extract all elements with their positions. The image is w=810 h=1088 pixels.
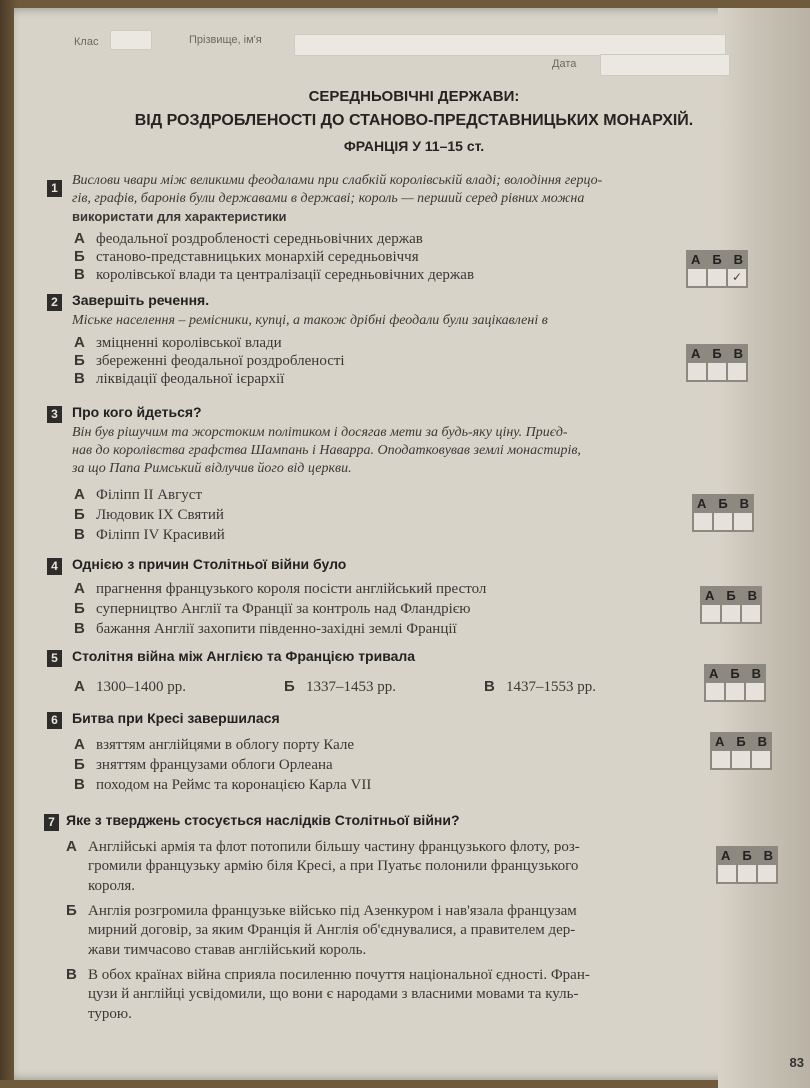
option-b[interactable] — [284, 678, 396, 696]
option-text: збереженні феодальної роздробленості — [96, 353, 345, 369]
option-a[interactable] — [74, 678, 186, 696]
option-text: Філіпп II Август — [96, 487, 202, 503]
grid-label-b: Б — [712, 346, 722, 361]
option-b-cont-1: мирний договір, за яким Франція й Англія об'єднувалися, а правителем дер- — [88, 922, 576, 938]
grid-label-b: Б — [718, 496, 728, 511]
question-number: 6 — [47, 712, 62, 729]
option-text: ліквідації феодальної ієрархії — [96, 371, 285, 387]
option-a[interactable] — [74, 230, 423, 248]
option-letter: А — [74, 230, 85, 247]
answer-cell-a[interactable] — [702, 605, 720, 622]
option-text: зміцненні королівської влади — [96, 335, 282, 351]
option-b[interactable] — [74, 756, 333, 774]
option-a[interactable] — [66, 838, 580, 856]
option-letter: Б — [66, 902, 77, 919]
option-letter: А — [74, 678, 85, 695]
option-b-cont-2: жави тимчасово ставав англійський король. — [88, 942, 367, 958]
answer-cell-a[interactable] — [694, 513, 712, 530]
answer-grid — [686, 344, 748, 382]
option-v[interactable] — [74, 620, 457, 638]
question-number: 5 — [47, 650, 62, 667]
option-a-cont-1: громили французьку армію біля Кресі, а при Пуатьє полонили французького — [88, 858, 579, 874]
option-text: Філіпп IV Красивий — [96, 527, 225, 543]
option-b[interactable] — [74, 352, 345, 370]
question-number: 3 — [47, 406, 62, 423]
option-letter: А — [74, 580, 85, 597]
option-a[interactable] — [74, 736, 354, 754]
option-b[interactable] — [74, 248, 419, 266]
question-stem: Битва при Кресі завершилася — [72, 710, 280, 726]
question-stem: Яке з тверджень стосується наслідків Столітньої війни? — [66, 812, 460, 828]
class-field[interactable] — [110, 30, 152, 50]
answer-cell-v[interactable] — [742, 605, 760, 622]
option-text: королівської влади та централізації середньовічних держав — [96, 267, 475, 283]
question-stem: Столітня війна між Англією та Францією тривала — [72, 648, 416, 664]
question-text-line-2: нав до королівства графства Шампань і Наварра. Оподатковував землі монастирів, — [72, 443, 581, 458]
option-text: 1437–1553 рр. — [506, 679, 596, 695]
question-number: 1 — [47, 180, 62, 197]
option-v[interactable] — [484, 678, 596, 696]
grid-label-b: Б — [742, 848, 752, 863]
option-letter: В — [74, 620, 85, 637]
answer-cell-b[interactable] — [726, 683, 744, 700]
answer-cell-v[interactable] — [734, 513, 752, 530]
option-a[interactable] — [74, 580, 486, 598]
option-text: станово-представницьких монархій середньовіччя — [96, 249, 419, 265]
option-b[interactable] — [66, 902, 577, 920]
answer-grid — [704, 664, 766, 702]
answer-cell-v[interactable] — [746, 683, 764, 700]
grid-label-b: Б — [726, 588, 736, 603]
option-letter: В — [66, 966, 77, 983]
question-number: 7 — [44, 814, 59, 831]
class-label: Клас — [74, 36, 99, 48]
grid-label-b: Б — [730, 666, 740, 681]
option-text: В обох країнах війна сприяла посиленню почуття національної єдності. Фран- — [88, 967, 590, 983]
question-1-line-2: гів, графів, баронів були державами в державі; король — перший серед рівних можна — [72, 191, 585, 206]
date-field[interactable] — [600, 54, 730, 76]
answer-cell-a[interactable] — [688, 363, 706, 380]
question-prompt: Міське населення – ремісники, купці, а також дрібні феодали були зацікавлені в — [72, 313, 548, 328]
worksheet-page — [14, 8, 810, 1080]
answer-cell-v[interactable] — [752, 751, 770, 768]
question-number: 2 — [47, 294, 62, 311]
answer-cell-v[interactable]: ✓ — [728, 269, 746, 286]
option-letter: В — [74, 266, 85, 283]
page-number: 83 — [789, 1055, 804, 1070]
option-text: прагнення французького короля посісти англійський престол — [96, 581, 487, 597]
date-label: Дата — [552, 58, 577, 70]
grid-label-a: А — [715, 734, 725, 749]
answer-cell-v[interactable] — [728, 363, 746, 380]
option-letter: В — [74, 776, 85, 793]
option-text: взяттям англійцями в облогу порту Кале — [96, 737, 355, 753]
title-line-3: ФРАНЦІЯ У 11–15 ст. — [343, 138, 485, 154]
question-text-line-1: Він був рішучим та жорстоким політиком і досягав мети за будь-яку ціну. Приєд- — [72, 425, 568, 440]
answer-grid — [700, 586, 762, 624]
option-letter: В — [74, 526, 85, 543]
answer-cell-b[interactable] — [708, 363, 726, 380]
grid-label-a: А — [691, 346, 701, 361]
grid-label-a: А — [691, 252, 701, 267]
page-right-strip — [718, 8, 810, 1088]
option-letter: Б — [74, 248, 85, 265]
option-letter: Б — [284, 678, 295, 695]
answer-cell-v[interactable] — [758, 865, 776, 882]
student-header — [54, 30, 740, 80]
grid-label-a: А — [721, 848, 731, 863]
answer-grid — [692, 494, 754, 532]
option-a-cont-2: короля. — [88, 878, 135, 894]
question-number: 4 — [47, 558, 62, 575]
grid-label-a: А — [709, 666, 719, 681]
question-1-line-1: Вислови чвари між великими феодалами при слабкій королівській владі; володіння герцо- — [72, 173, 603, 188]
option-letter: В — [74, 370, 85, 387]
option-v[interactable] — [66, 966, 590, 984]
question-stem: Однією з причин Столітньої війни було — [72, 556, 347, 572]
option-v-cont-1: цузи й англійці усвідомили, що вони є народами з власними мовами та куль- — [88, 986, 579, 1002]
option-v[interactable] — [74, 526, 225, 544]
option-letter: В — [484, 678, 495, 695]
option-letter: Б — [74, 756, 85, 773]
answer-cell-a[interactable] — [718, 865, 736, 882]
question-stem: Завершіть речення. — [72, 292, 210, 308]
answer-cell-a[interactable] — [706, 683, 724, 700]
option-v[interactable] — [74, 776, 371, 794]
option-a[interactable] — [74, 334, 282, 352]
option-b[interactable] — [74, 600, 470, 618]
option-text: Людовик IX Святий — [96, 507, 224, 523]
option-text: Англія розгромила французьке військо під Азенкуром і нав'язала французам — [88, 903, 577, 919]
option-v-cont-2: турою. — [88, 1006, 132, 1022]
title-line-2: ВІД РОЗДРОБЛЕНОСТІ ДО СТАНОВО-ПРЕДСТАВНИЦЬКИХ МОНАРХІЙ. — [134, 112, 694, 129]
option-text: феодальної роздробленості середньовічних держав — [96, 231, 423, 247]
option-text: суперництво Англії та Франції за контроль над Фландрією — [96, 601, 471, 617]
answer-cell-a[interactable] — [712, 751, 730, 768]
grid-label-v: В — [733, 252, 743, 267]
answer-grid — [716, 846, 778, 884]
option-b[interactable] — [74, 506, 224, 524]
grid-label-v: В — [747, 588, 757, 603]
answer-cell-a[interactable] — [688, 269, 706, 286]
option-letter: Б — [74, 352, 85, 369]
option-v[interactable] — [74, 370, 284, 388]
question-text-line-3: за що Папа Римський відлучив його від церкви. — [72, 461, 352, 476]
option-letter: А — [74, 486, 85, 503]
grid-label-v: В — [763, 848, 773, 863]
answer-cell-b[interactable] — [732, 751, 750, 768]
title-line-1: СЕРЕДНЬОВІЧНІ ДЕРЖАВИ: — [308, 88, 520, 105]
option-text: походом на Реймс та коронацією Карла VII — [96, 777, 372, 793]
grid-label-v: В — [757, 734, 767, 749]
answer-cell-b[interactable] — [708, 269, 726, 286]
option-text: Англійські армія та флот потопили більшу частину французького флоту, роз- — [88, 839, 580, 855]
question-stem: Про кого йдеться? — [72, 404, 202, 420]
answer-cell-b[interactable] — [714, 513, 732, 530]
option-text: зняттям французами облоги Орлеана — [96, 757, 333, 773]
option-letter: А — [74, 334, 85, 351]
answer-cell-b[interactable] — [722, 605, 740, 622]
option-letter: Б — [74, 506, 85, 523]
option-v[interactable] — [74, 266, 474, 284]
option-text: бажання Англії захопити південно-західні землі Франції — [96, 621, 457, 637]
option-a[interactable] — [74, 486, 202, 504]
option-letter: А — [66, 838, 77, 855]
answer-grid — [710, 732, 772, 770]
grid-label-b: Б — [712, 252, 722, 267]
name-label: Прізвище, ім'я — [189, 34, 262, 46]
grid-label-v: В — [733, 346, 743, 361]
grid-label-a: А — [697, 496, 707, 511]
grid-label-b: Б — [736, 734, 746, 749]
grid-label-v: В — [751, 666, 761, 681]
name-field[interactable] — [294, 34, 726, 56]
option-letter: А — [74, 736, 85, 753]
grid-label-v: В — [739, 496, 749, 511]
answer-cell-b[interactable] — [738, 865, 756, 882]
question-1-line-3: використати для характеристики — [72, 209, 287, 224]
option-text: 1300–1400 рр. — [96, 679, 186, 695]
grid-label-a: А — [705, 588, 715, 603]
option-text: 1337–1453 рр. — [306, 679, 396, 695]
option-letter: Б — [74, 600, 85, 617]
answer-grid — [686, 250, 748, 288]
